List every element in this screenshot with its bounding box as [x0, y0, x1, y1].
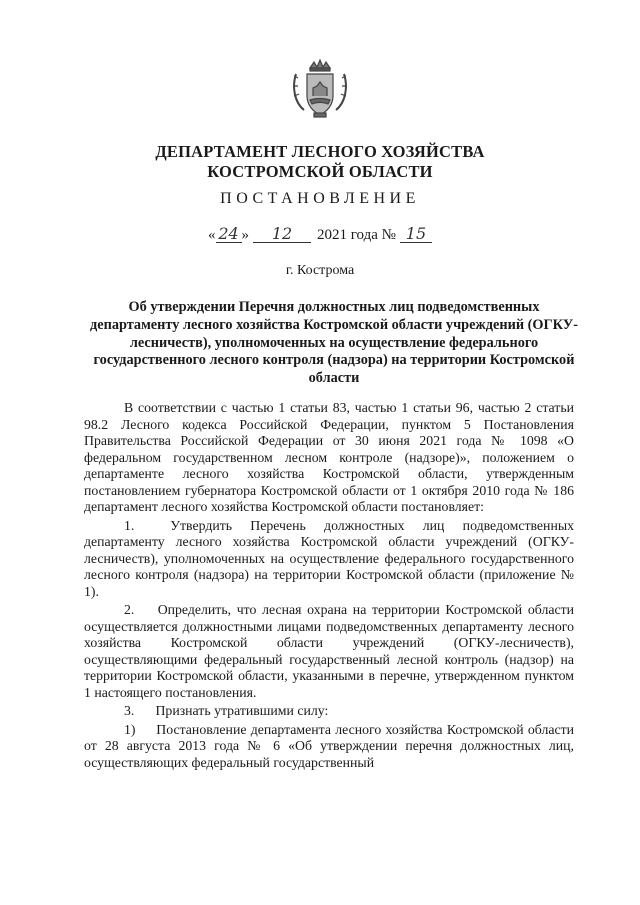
document-body — [84, 400, 574, 771]
date-day: 24 — [216, 226, 242, 243]
item-text: Признать утратившими силу: — [155, 703, 329, 718]
preamble-paragraph: В соответствии с частью 1 статьи 83, частью 1 статьи 96, частью 2 статьи 98.2 Лесного кодекса Российской Федерации, пунктом 5 Постановления Правительства Российской Федерации от 30 июня 2021 года № 1098 «О федеральном государственном лесном контроле (надзоре)», положением о департаменте лесного хозяйства Костромской области, утвержденным постановлением губернатора Костромской области от 1 октября 2010 года № 186 департамент лесного хозяйства Костромской области постановляет: — [84, 400, 574, 514]
item-number: 1) — [124, 721, 136, 737]
item-text: Утвердить Перечень должностных лиц подведомственных департаменту лесного хозяйства Костромской области учреждений (ОГКУ-лесничеств), уполномоченных на осуществление федерального государственного лесного контроля (надзора) на территории Костромской области (приложение № 1). — [84, 517, 574, 599]
list-item — [84, 602, 574, 701]
date-year: 2021 года № — [317, 227, 396, 243]
item-text: Постановление департамента лесного хозяйства Костромской области от 28 августа 2013 года № 6 «Об утверждении перечня должностных лиц, осуществляющих федеральный государственный — [84, 721, 574, 770]
city: г. Кострома — [285, 263, 355, 278]
list-item — [84, 703, 574, 720]
department-name-line1: ДЕПАРТАМЕНТ ЛЕСНОГО ХОЗЯЙСТВА — [155, 142, 485, 161]
list-item — [84, 722, 574, 772]
document-subject: Об утверждении Перечня должностных лиц подведомственных департаменту лесного хозяйства Костромской области учреждений (ОГКУ-лесничеств), уполномоченных на осуществление федерального государственного лесного контроля (надзора) на территории Костромской области — [90, 299, 578, 387]
document-type: ПОСТАНОВЛЕНИЕ — [220, 190, 420, 207]
item-number: 1. — [124, 517, 135, 533]
item-number: 2. — [124, 602, 135, 617]
date-month: 12 — [253, 226, 311, 243]
item-text: Определить, что лесная охрана на территории Костромской области осуществляется должностными лицами подведомственных департаменту лесного хозяйства Костромской области учреждений (ОГКУ-лесничеств), осуществляющими федеральный государственный лесной контроль (надзор) на территории Костромской области, указанными в перечне, утвержденном пунктом 1 настоящего постановления. — [84, 602, 574, 700]
item-number: 3. — [124, 703, 135, 718]
kostroma-coat-of-arms-icon — [290, 58, 350, 120]
date-line: « 24 » 12 2021 года № 15 — [0, 226, 640, 244]
department-name-line2: КОСТРОМСКОЙ ОБЛАСТИ — [207, 162, 433, 181]
list-item — [84, 518, 574, 601]
document-number: 15 — [400, 226, 432, 243]
